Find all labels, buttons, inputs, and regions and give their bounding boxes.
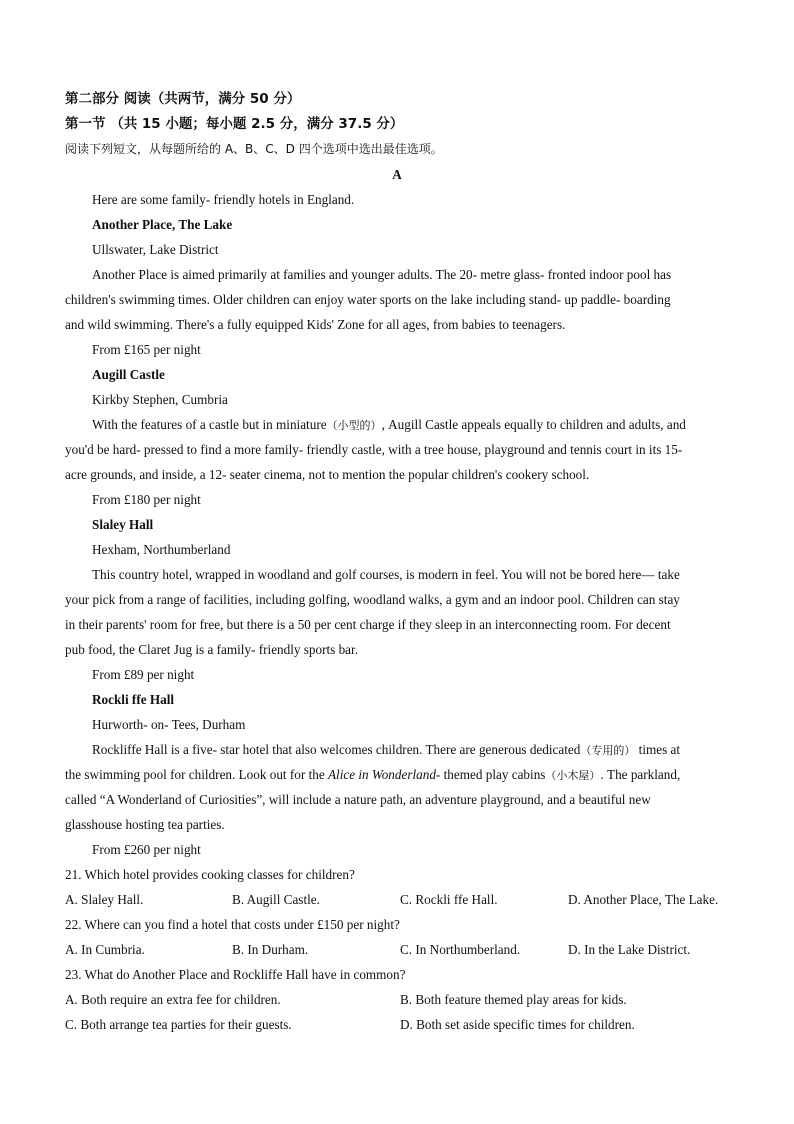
answer-option: C. Rockli ffe Hall. bbox=[400, 892, 498, 907]
answer-option: C. In Northumberland. bbox=[400, 942, 521, 957]
hotel-price: From £165 per night bbox=[92, 342, 201, 357]
hotel-description-line: in their parents' room for free, but there is a 50 per cent charge if they sleep in an interconnecting room. For decent bbox=[65, 617, 671, 632]
chinese-gloss: （专用的） bbox=[580, 744, 636, 757]
hotel-description-line bbox=[92, 412, 735, 437]
hotel-description-line bbox=[65, 762, 735, 787]
question-stem: 21. Which hotel provides cooking classes for children? bbox=[65, 867, 355, 882]
text-segment: Rockliffe Hall is a five- star hotel that also welcomes children. There are generous dedicated bbox=[92, 742, 581, 757]
chinese-gloss: （小型的） bbox=[326, 419, 382, 432]
question-stem: 23. What do Another Place and Rockliffe Hall have in common? bbox=[65, 967, 406, 982]
hotel-description-line: Another Place is aimed primarily at families and younger adults. The 20- metre glass- fronted indoor pool has bbox=[92, 267, 672, 282]
hotel-name: Slaley Hall bbox=[92, 517, 154, 532]
hotel-description-line: children's swimming times. Older children can enjoy water sports on the lake including stand- up paddle- boarding bbox=[65, 292, 671, 307]
hotel-description-line: glasshouse hosting tea parties. bbox=[65, 817, 225, 832]
answer-option: D. In the Lake District. bbox=[568, 942, 691, 957]
text-segment: , Augill Castle appeals equally to children and adults, and bbox=[381, 417, 686, 432]
answer-option: C. Both arrange tea parties for their guests. bbox=[65, 1017, 292, 1032]
hotel-location: Hurworth- on- Tees, Durham bbox=[92, 717, 246, 732]
text-segment: . The parkland, bbox=[600, 767, 681, 782]
hotel-description-line: and wild swimming. There's a fully equipped Kids' Zone for all ages, from babies to teenagers. bbox=[65, 317, 566, 332]
answer-option: B. Both feature themed play areas for kids. bbox=[400, 992, 627, 1007]
passage-label: A bbox=[392, 167, 402, 182]
hotel-price: From £180 per night bbox=[92, 492, 201, 507]
passage-intro: Here are some family- friendly hotels in England. bbox=[92, 192, 355, 207]
answer-option: B. Augill Castle. bbox=[232, 892, 320, 907]
answer-option: B. In Durham. bbox=[232, 942, 309, 957]
text-segment: the swimming pool for children. Look out for the bbox=[65, 767, 328, 782]
hotel-price: From £260 per night bbox=[92, 842, 201, 857]
hotel-description-line bbox=[92, 737, 735, 762]
answer-option: A. In Cumbria. bbox=[65, 942, 145, 957]
italic-title: Alice in Wonderland bbox=[327, 767, 436, 782]
hotel-description-line: pub food, the Claret Jug is a family- friendly sports bar. bbox=[65, 642, 358, 657]
hotel-description-line: you'd be hard- pressed to find a more family- friendly castle, with a tree house, playground and tennis court in its 15- bbox=[65, 442, 683, 457]
hotel-name: Another Place, The Lake bbox=[92, 217, 233, 232]
question-stem: 22. Where can you find a hotel that costs under £150 per night? bbox=[65, 917, 400, 932]
hotel-description-line: your pick from a range of facilities, including golfing, woodland walks, a gym and an indoor pool. Children can stay bbox=[65, 592, 680, 607]
text-segment: - themed play cabins bbox=[435, 767, 546, 782]
answer-option: A. Slaley Hall. bbox=[65, 892, 144, 907]
chinese-gloss: （小木屋） bbox=[545, 769, 601, 782]
hotel-name: Augill Castle bbox=[92, 367, 165, 382]
hotel-description-line: called “A Wonderland of Curiosities”, will include a nature path, an adventure playground, and a beautiful new bbox=[65, 792, 651, 807]
answer-option: D. Another Place, The Lake. bbox=[568, 892, 719, 907]
answer-option: A. Both require an extra fee for children. bbox=[65, 992, 281, 1007]
part-title: 第二部分 阅读（共两节，满分 50 分） bbox=[65, 91, 301, 107]
hotel-name: Rockli ffe Hall bbox=[92, 692, 175, 707]
hotel-description-line: This country hotel, wrapped in woodland and golf courses, is modern in feel. You will not be bored here— take bbox=[92, 567, 680, 582]
text-segment: With the features of a castle but in miniature bbox=[92, 417, 327, 432]
instructions: 阅读下列短文，从每题所给的 A、B、C、D 四个选项中选出最佳选项。 bbox=[65, 142, 443, 156]
hotel-price: From £89 per night bbox=[92, 667, 195, 682]
hotel-location: Ullswater, Lake District bbox=[92, 242, 219, 257]
hotel-location: Hexham, Northumberland bbox=[92, 542, 231, 557]
section-title: 第一节 （共 15 小题；每小题 2.5 分，满分 37.5 分） bbox=[65, 116, 404, 132]
answer-option: D. Both set aside specific times for children. bbox=[400, 1017, 635, 1032]
hotel-location: Kirkby Stephen, Cumbria bbox=[92, 392, 228, 407]
text-segment: times at bbox=[635, 742, 681, 757]
hotel-description-line: acre grounds, and inside, a 12- seater cinema, not to mention the popular children's cookery school. bbox=[65, 467, 590, 482]
